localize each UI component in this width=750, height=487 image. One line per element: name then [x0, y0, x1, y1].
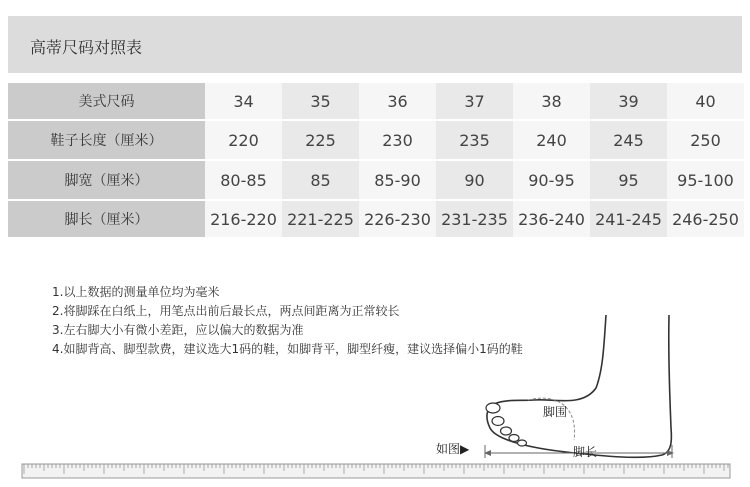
- title-bar: [8, 16, 742, 73]
- table-cell: 241-245: [590, 201, 667, 239]
- table-cell: 37: [436, 83, 513, 121]
- row-header: 脚宽（厘米）: [8, 161, 205, 201]
- girth-label: 脚围: [543, 405, 568, 419]
- row-header: 鞋子长度（厘米）: [8, 121, 205, 161]
- table-row: [8, 201, 744, 239]
- table-cell: 250: [667, 121, 744, 161]
- toe-3: [501, 427, 512, 435]
- table-cell: 216-220: [205, 201, 282, 239]
- table-cell: 36: [359, 83, 436, 121]
- length-arrow-left: [484, 450, 491, 456]
- length-arrow-right: [667, 450, 674, 456]
- table-cell: 226-230: [359, 201, 436, 239]
- toe-1: [486, 403, 500, 413]
- toe-5: [518, 440, 527, 446]
- table-cell: 85-90: [359, 161, 436, 201]
- table-cell: 40: [667, 83, 744, 121]
- table-cell: 246-250: [667, 201, 744, 239]
- table-row: [8, 161, 744, 201]
- toe-2: [492, 417, 504, 426]
- table-cell: 221-225: [282, 201, 359, 239]
- table-cell: 220: [205, 121, 282, 161]
- table-cell: 39: [590, 83, 667, 121]
- table-row: [8, 121, 744, 161]
- row-header: 脚长（厘米）: [8, 201, 205, 239]
- table-row: [8, 83, 744, 121]
- note-1: 1.以上数据的测量单位均为毫米: [52, 285, 220, 299]
- note-3: 3.左右脚大小有微小差距，应以偏大的数据为准: [52, 323, 304, 337]
- table-cell: 225: [282, 121, 359, 161]
- table-cell: 90-95: [513, 161, 590, 201]
- table-cell: 90: [436, 161, 513, 201]
- table-cell: 95-100: [667, 161, 744, 201]
- note-2: 2.将脚踩在白纸上，用笔点出前后最长点，两点间距离为正常较长: [52, 304, 400, 318]
- table-cell: 34: [205, 83, 282, 121]
- see-figure-label: 如图▶: [436, 442, 470, 456]
- note-4: 4.如脚背高、脚型款费，建议选大1码的鞋，如脚背平，脚型纤瘦，建议选择偏小1码的鞋: [52, 342, 523, 356]
- table-cell: 80-85: [205, 161, 282, 201]
- table-cell: 85: [282, 161, 359, 201]
- ruler: [22, 464, 730, 478]
- table-cell: 236-240: [513, 201, 590, 239]
- table-cell: 235: [436, 121, 513, 161]
- toe-4: [509, 435, 519, 442]
- table-cell: 38: [513, 83, 590, 121]
- table-cell: 35: [282, 83, 359, 121]
- table-cell: 240: [513, 121, 590, 161]
- row-header: 美式尺码: [8, 83, 205, 121]
- ruler-ticks: [24, 464, 728, 474]
- notes: [52, 283, 523, 359]
- table-cell: 230: [359, 121, 436, 161]
- table-cell: 245: [590, 121, 667, 161]
- size-table: [8, 83, 744, 239]
- table-cell: 231-235: [436, 201, 513, 239]
- page-title: 高蒂尺码对照表: [30, 38, 143, 57]
- length-label: 脚长: [573, 445, 598, 459]
- table-cell: 95: [590, 161, 667, 201]
